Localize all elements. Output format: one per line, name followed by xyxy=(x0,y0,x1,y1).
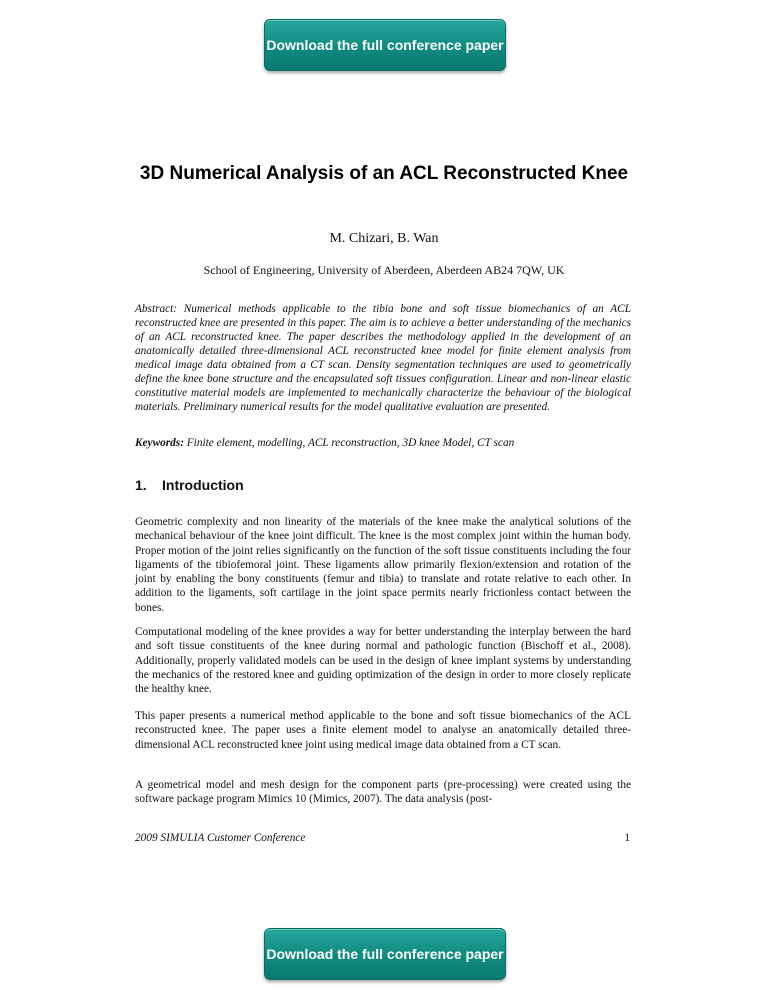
body-paragraph-3: This paper presents a numerical method applicable to the bone and soft tissue biomechanics of the ACL reconstructed knee. The paper uses a finite element model to analyse an anatomically detailed three-dimensional ACL reconstructed knee joint using medical image data obtained from a CT scan. xyxy=(135,710,631,751)
section-number: 1. xyxy=(135,477,147,493)
keywords-text: Finite element, modelling, ACL reconstruction, 3D knee Model, CT scan xyxy=(186,437,515,449)
keywords-label: Keywords: xyxy=(135,437,184,449)
paper-authors: M. Chizari, B. Wan xyxy=(329,231,439,246)
section-title: Introduction xyxy=(162,477,244,493)
download-paper-button-bottom[interactable]: Download the full conference paper xyxy=(264,928,506,980)
body-paragraph-1: Geometric complexity and non linearity of the materials of the knee make the analytical solutions of the mechanical behaviour of the knee joint difficult. The knee is the most complex joint within the human body. Proper motion of the joint relies significantly on the function of the soft tissue constituents including the four ligaments of the tibiofemoral joint. These ligaments allow primarily flexion/extension and rotation of the joint by enabling the bony constituents (femur and tibia) to translate and rotate relative to each other. In addition to the ligaments, soft cartilage in the joint space permits nearly frictionless contact between the bones. xyxy=(135,516,631,614)
body-paragraph-2: Computational modeling of the knee provides a way for better understanding the interplay between the hard and soft tissue constituents of the knee during normal and pathologic function (Bischoff et al., 2008). Additionally, properly validated models can be used in the design of knee implant systems by understanding the mechanics of the restored knee and guiding optimization of the design in order to more closely replicate the healthy knee. xyxy=(135,626,631,696)
body-paragraph-4: A geometrical model and mesh design for the component parts (pre-processing) were created using the software package program Mimics 10 (Mimics, 2007). The data analysis (post- xyxy=(135,779,631,806)
footer-conference: 2009 SIMULIA Customer Conference xyxy=(135,832,306,844)
page-number: 1 xyxy=(624,832,630,844)
paper-title: 3D Numerical Analysis of an ACL Reconstructed Knee xyxy=(139,163,629,184)
download-paper-button-top[interactable]: Download the full conference paper xyxy=(264,19,506,71)
paper-keywords xyxy=(135,436,631,450)
paper-affiliation: School of Engineering, University of Aberdeen, Aberdeen AB24 7QW, UK xyxy=(203,263,565,277)
section-heading xyxy=(135,477,244,493)
paper-abstract: Abstract: Numerical methods applicable to the tibia bone and soft tissue biomechanics of an ACL reconstructed knee are presented in this paper. The aim is to achieve a better understanding of the mechanics of an ACL reconstructed knee. The paper describes the methodology applied in the development of an anatomically detailed three-dimensional ACL reconstructed knee model for finite element analysis from medical image data obtained from a CT scan. Density segmentation techniques are used to geometrically define the knee bone structure and the encapsulated soft tissues configuration. Linear and non-linear elastic constitutive material models are implemented to mechanically characterize the behaviour of the biological materials. Preliminary numerical results for the model qualitative evaluation are presented. xyxy=(135,303,631,413)
